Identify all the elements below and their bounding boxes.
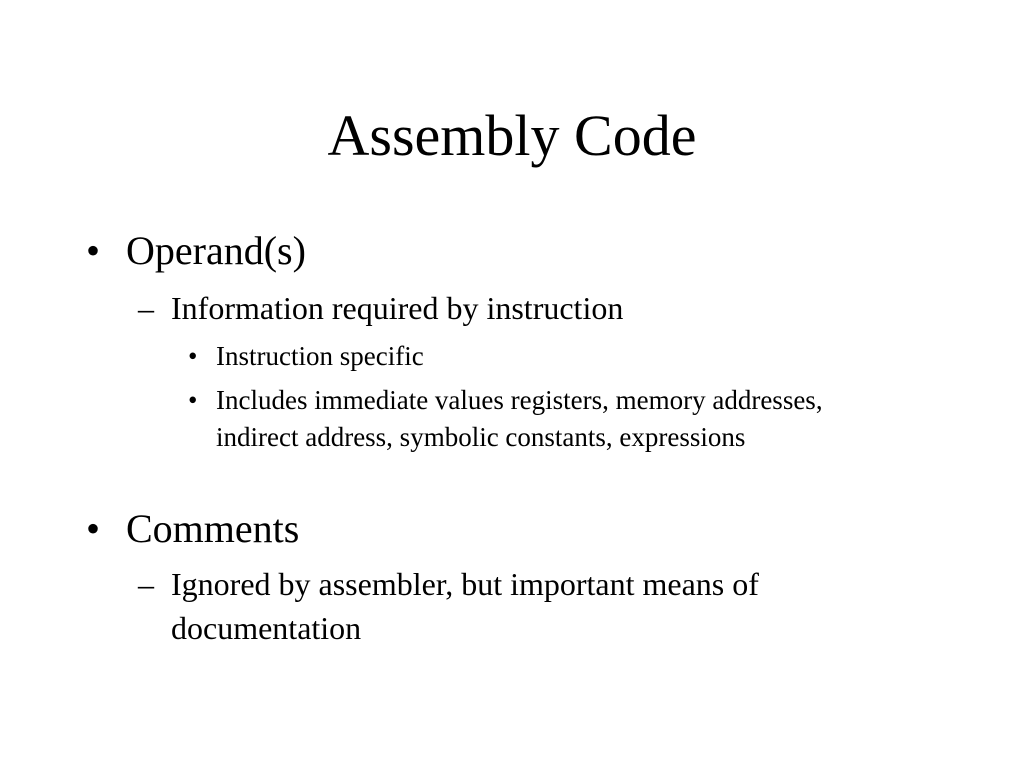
bullet-item-operands [0, 222, 1024, 280]
sub-sub-item-text: Instruction specific [216, 341, 424, 371]
dash-marker: – [138, 566, 154, 602]
sub-item-text: Information required by instruction [171, 290, 624, 326]
bullet-marker: • [86, 506, 101, 551]
bullet-marker: • [188, 385, 198, 415]
bullet-marker: • [188, 341, 198, 371]
bullet-marker: • [86, 228, 101, 273]
dash-marker: – [138, 290, 154, 326]
bullet-text: Comments [126, 506, 300, 551]
bullet-text: Operand(s) [126, 228, 306, 273]
sub-sub-item-text: Includes immediate values registers, memory addresses, indirect address, symbolic constants, expressions [216, 385, 823, 452]
slide-title: Assembly Code [327, 103, 697, 168]
bullet-item-comments [0, 500, 1024, 558]
sub-item-text: Ignored by assembler, but important means of documentation [171, 566, 759, 646]
